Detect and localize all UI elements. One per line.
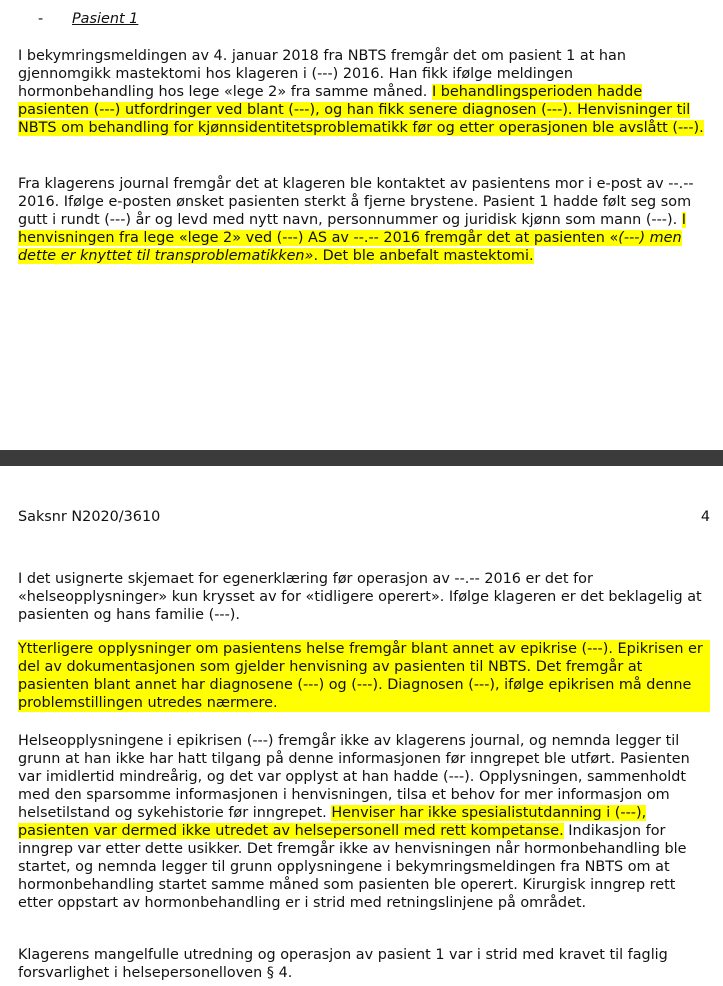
- paragraph-1-text: I bekymringsmeldingen av 4. januar 2018 fra NBTS fremgår det om pasient 1 at han gjennomgikk mastektomi hos klageren i (---) 2016. Han fikk ifølge meldingen hormonbehandling hos lege «lege 2» fra samme måned.: [18, 48, 626, 100]
- paragraph-1-highlight: I behandlingsperioden hadde pasienten (---) utfordringer ved blant (---), og han fikk senere diagnosen (---). Henvisninger til NBTS om behandling for kjønnsidentitetsproblematikk før og etter operasjonen ble avslått (---).: [18, 84, 704, 136]
- paragraph-6: [18, 946, 710, 982]
- page-separator: [0, 450, 723, 466]
- paragraph-4: [18, 640, 710, 712]
- section-title: Pasient 1: [72, 11, 139, 27]
- section-heading: [38, 10, 138, 28]
- paragraph-5-text-end: Indikasjon for inngrep var etter dette usikker. Det fremgår ikke av henvisningen når hormonbehandling ble startet, og nemnda legger til grunn opplysningene i bekymringsmeldingen fra NBTS om at hormonbehandling startet samme måned som pasienten ble operert. Kirurgisk inngrep rett etter oppstart av hormonbehandling er i strid med retningslinjene på området.: [18, 823, 687, 911]
- paragraph-2-highlight-italic: (---) men dette er knyttet til transproblematikken»: [18, 230, 682, 264]
- document-page-3: [0, 0, 723, 450]
- paragraph-2-highlight-start: I henvisningen fra lege «lege 2» ved (---) AS av --.-- 2016 fremgår det at pasienten «: [18, 212, 687, 246]
- paragraph-5-highlight: Henviser har ikke spesialistutdanning i (---), pasienten var dermed ikke utredet av helsepersonell med rett kompetanse.: [18, 805, 647, 839]
- paragraph-5-text-start: Helseopplysningene i epikrisen (---) fremgår ikke av klagerens journal, og nemnda legger til grunn at han ikke har hatt tilgang på denne informasjonen før inngrepet ble utført. Pasienten var imidlertid mindreårig, og det var opplyst at han hadde (---). Opplysningen, sammenholdt med den sparsomme informasjonen i henvisningen, tilsa et behov for mer informasjon om helsetilstand og sykehistorie før inngrepet.: [18, 733, 690, 821]
- case-number: Saksnr N2020/3610: [18, 509, 161, 525]
- paragraph-6-text: Klagerens mangelfulle utredning og operasjon av pasient 1 var i strid med kravet til faglig forsvarlighet i helsepersonelloven § 4.: [18, 947, 668, 981]
- paragraph-3-text: I det usignerte skjemaet for egenerklæring før operasjon av --.-- 2016 er det for «helseopplysninger» kun krysset av for «tidligere operert». Ifølge klageren er det beklagelig at pasienten og hans familie (---).: [18, 571, 702, 623]
- paragraph-3: [18, 570, 710, 624]
- page-header: [18, 508, 710, 526]
- paragraph-2-highlight-end: . Det ble anbefalt mastektomi.: [313, 248, 534, 264]
- list-dash: -: [38, 11, 44, 27]
- paragraph-2: [18, 175, 710, 265]
- paragraph-1: [18, 47, 710, 137]
- paragraph-2-text: Fra klagerens journal fremgår det at klageren ble kontaktet av pasientens mor i e-post av --.-- 2016. Ifølge e-posten ønsket pasienten sterkt å fjerne brystene. Pasient 1 hadde følt seg som gutt i rundt (---) år og levd med nytt navn, personnummer og juridisk kjønn som mann (---).: [18, 176, 694, 228]
- document-page-4: [0, 466, 723, 986]
- paragraph-4-highlight: Ytterligere opplysninger om pasientens helse fremgår blant annet av epikrise (---). Epikrisen er del av dokumentasjonen som gjelder henvisning av pasienten til NBTS. Det fremgår at pasienten blant annet har diagnosene (---) og (---). Diagnosen (---), ifølge epikrisen må denne problemstillingen utredes nærmere.: [18, 640, 710, 712]
- paragraph-5: [18, 732, 710, 912]
- page-number: 4: [700, 509, 710, 525]
